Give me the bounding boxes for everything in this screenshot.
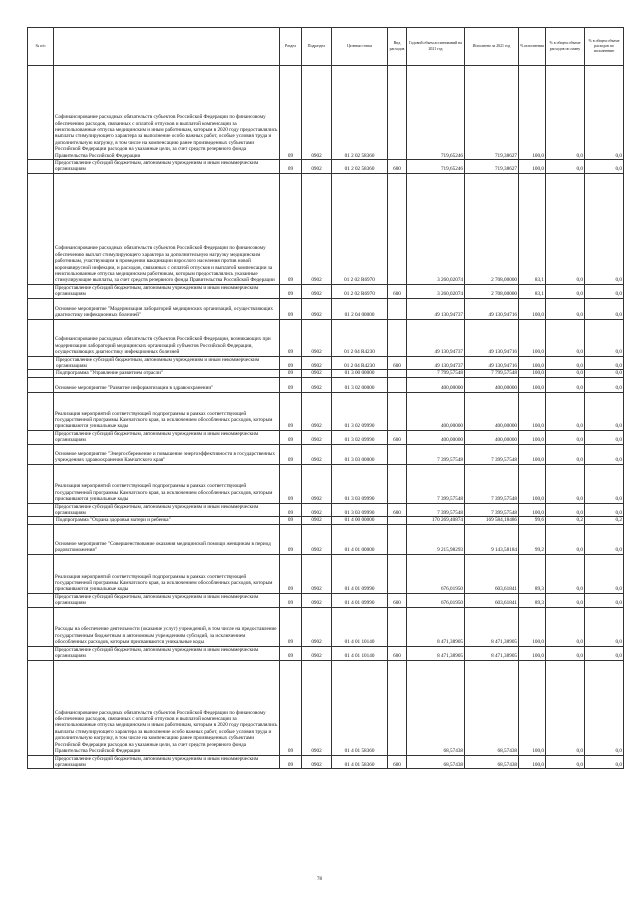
header-name [54,28,280,66]
header-razdel: Раздел [280,28,302,66]
cell-exec: 9 143,58184 [465,524,519,554]
cell-plan: 68,57438 [407,660,465,755]
cell-podrazdel: 0902 [302,464,332,503]
cell-share-exec: 0,0 [585,524,624,554]
cell-plan: 7 399,57548 [407,464,465,503]
cell-vr: 600 [388,356,407,370]
cell-vr [388,554,407,593]
cell-podrazdel: 0902 [302,356,332,370]
cell-share-plan: 0,0 [546,319,585,356]
cell-razdel: 09 [280,444,302,464]
table-row [28,517,624,524]
cell-csr: 01 2 04 R4230 [332,356,388,370]
cell-csr: 01 4 01 09990 [332,593,388,607]
cell-name: Предоставление субсидий бюджетным, автономным учреждениям и иным некоммерческим организациям [54,593,280,607]
cell-podrazdel: 0902 [302,593,332,607]
cell-vr: 600 [388,503,407,517]
table-row [28,646,624,660]
cell-share-plan: 0,0 [546,356,585,370]
cell-podrazdel: 0902 [302,173,332,284]
cell-share-plan: 0,2 [546,517,585,524]
cell-num [28,298,54,319]
cell-csr: 01 3 02 09990 [332,430,388,444]
cell-razdel: 09 [280,377,302,392]
cell-name: Основное мероприятие "Энергосбережение и повышение энергоэффективности в государственных учреждениях здравоохранения Камчатского края" [54,444,280,464]
cell-razdel: 09 [280,517,302,524]
cell-exec: 2 708,00000 [465,284,519,298]
cell-podrazdel: 0902 [302,319,332,356]
table-row [28,356,624,370]
cell-plan: 9 215,98293 [407,524,465,554]
table-row [28,430,624,444]
cell-exec: 7 399,57548 [465,464,519,503]
cell-plan: 3 260,02074 [407,173,465,284]
cell-exec: 7 399,57548 [465,503,519,517]
cell-razdel: 09 [280,356,302,370]
cell-vr: 600 [388,430,407,444]
cell-vr: 600 [388,160,407,174]
cell-pct: 99,2 [519,524,546,554]
cell-csr: 01 4 01 09990 [332,554,388,593]
cell-share-plan: 0,0 [546,284,585,298]
cell-num [28,66,54,160]
cell-num [28,430,54,444]
cell-share-exec: 0,0 [585,160,624,174]
cell-share-plan: 0,0 [546,593,585,607]
cell-razdel: 09 [280,755,302,769]
cell-name: Предоставление субсидий бюджетным, автономным учреждениям и иным некоммерческим организациям [54,503,280,517]
cell-plan: 400,00000 [407,377,465,392]
cell-num [28,160,54,174]
cell-share-plan: 0,0 [546,173,585,284]
header-plan: Годовой объем ассигнований на 2021 год [407,28,465,66]
cell-podrazdel: 0902 [302,517,332,524]
cell-share-plan: 0,0 [546,464,585,503]
cell-vr [388,392,407,430]
cell-vr [388,319,407,356]
cell-podrazdel: 0902 [302,392,332,430]
cell-razdel: 09 [280,503,302,517]
cell-share-plan: 0,0 [546,554,585,593]
cell-name: Софинансирование расходных обязательств субъектов Российской Федерации, возникающих при модернизации лабораторий медицинских организаций субъектов Российской Федерации, осуществляющих диагностику инфекционных болезней [54,319,280,356]
header-csr: Целевая статья [332,28,388,66]
cell-name: Подпрограмма "Управление развитием отрасли" [54,370,280,377]
cell-vr [388,464,407,503]
table-row [28,392,624,430]
cell-razdel: 09 [280,370,302,377]
cell-pct: 100,0 [519,356,546,370]
cell-podrazdel: 0902 [302,646,332,660]
cell-num [28,284,54,298]
cell-share-plan: 0,0 [546,660,585,755]
cell-csr: 01 2 02 R6970 [332,284,388,298]
cell-podrazdel: 0902 [302,660,332,755]
cell-exec: 49 130,94716 [465,298,519,319]
cell-vr [388,370,407,377]
cell-pct: 100,0 [519,298,546,319]
cell-exec: 400,00000 [465,392,519,430]
cell-name: Реализация мероприятий соответствующей подпрограммы в рамках соответствующей государственной программы Камчатского края, за исключением обособленных расходов, которым присваиваются уникальные коды [54,554,280,593]
cell-vr: 600 [388,646,407,660]
cell-name: Реализация мероприятий соответствующей подпрограммы в рамках соответствующей государственной программы Камчатского края, за исключением обособленных расходов, которым присваиваются уникальные коды [54,464,280,503]
table-row [28,444,624,464]
cell-csr: 01 2 02 58360 [332,66,388,160]
cell-vr [388,444,407,464]
cell-name: Предоставление субсидий бюджетным, автономным учреждениям и иным некоммерческим организациям [54,284,280,298]
cell-share-exec: 0,0 [585,464,624,503]
cell-pct: 100,0 [519,392,546,430]
cell-share-exec: 0,0 [585,298,624,319]
header-podrazdel: Подраздел [302,28,332,66]
header-num: № п/п [28,28,54,66]
cell-share-exec: 0,2 [585,517,624,524]
cell-num [28,356,54,370]
cell-num [28,524,54,554]
cell-csr: 01 2 04 R4230 [332,319,388,356]
cell-vr: 600 [388,593,407,607]
cell-num [28,173,54,284]
cell-pct: 99,6 [519,517,546,524]
cell-name: Основное мероприятие "Совершенствование оказания медицинской помощи женщинам в период родовспоможения" [54,524,280,554]
table-row [28,524,624,554]
cell-share-plan: 0,0 [546,66,585,160]
cell-vr: 600 [388,284,407,298]
cell-share-plan: 0,0 [546,755,585,769]
table-row [28,554,624,593]
cell-plan: 49 130,94737 [407,356,465,370]
header-pct: % исполнения [519,28,546,66]
cell-share-plan: 0,0 [546,524,585,554]
budget-table [27,27,624,769]
cell-vr [388,173,407,284]
cell-share-plan: 0,0 [546,377,585,392]
cell-num [28,554,54,593]
budget-sheet [27,27,623,769]
cell-csr: 01 3 00 00000 [332,370,388,377]
table-row [28,319,624,356]
cell-csr: 01 2 04 00000 [332,298,388,319]
cell-podrazdel: 0902 [302,524,332,554]
table-row [28,173,624,284]
cell-share-exec: 0,0 [585,370,624,377]
cell-csr: 01 4 01 00000 [332,524,388,554]
cell-num [28,646,54,660]
cell-vr [388,377,407,392]
cell-razdel: 09 [280,66,302,160]
cell-csr: 01 4 01 58360 [332,755,388,769]
cell-csr: 01 4 01 10140 [332,607,388,646]
cell-share-plan: 0,0 [546,298,585,319]
cell-num [28,755,54,769]
cell-pct: 100,0 [519,66,546,160]
cell-share-exec: 0,0 [585,356,624,370]
cell-plan: 719,65246 [407,160,465,174]
cell-razdel: 09 [280,298,302,319]
cell-name: Предоставление субсидий бюджетным, автономным учреждениям и иным некоммерческим организациям [54,430,280,444]
cell-csr: 01 4 01 10140 [332,646,388,660]
cell-plan: 719,65246 [407,66,465,160]
cell-razdel: 09 [280,607,302,646]
cell-pct: 100,0 [519,377,546,392]
cell-share-exec: 0,0 [585,173,624,284]
cell-vr [388,607,407,646]
table-row [28,755,624,769]
cell-share-exec: 0,0 [585,755,624,769]
cell-share-exec: 0,0 [585,377,624,392]
cell-podrazdel: 0902 [302,160,332,174]
cell-csr: 01 3 03 00000 [332,444,388,464]
cell-plan: 170 269,40874 [407,517,465,524]
cell-num [28,370,54,377]
cell-podrazdel: 0902 [302,370,332,377]
cell-podrazdel: 0902 [302,66,332,160]
cell-razdel: 09 [280,284,302,298]
cell-plan: 676,01950 [407,593,465,607]
cell-pct: 100,0 [519,430,546,444]
cell-share-exec: 0,0 [585,66,624,160]
cell-pct: 83,1 [519,173,546,284]
cell-exec: 49 130,94716 [465,319,519,356]
cell-razdel: 09 [280,646,302,660]
header-share-plan: % в общем объеме расходов по плану [546,28,585,66]
cell-exec: 603,61841 [465,593,519,607]
cell-exec: 8 471,38905 [465,607,519,646]
table-row [28,160,624,174]
cell-plan: 7 399,57548 [407,444,465,464]
cell-exec: 400,00000 [465,430,519,444]
cell-razdel: 09 [280,160,302,174]
cell-vr [388,66,407,160]
cell-num [28,464,54,503]
cell-plan: 49 130,94737 [407,319,465,356]
cell-name: Реализация мероприятий соответствующей подпрограммы в рамках соответствующей государственной программы Камчатского края, за исключением обособленных расходов, которым присваиваются уникальные коды [54,392,280,430]
cell-csr: 01 3 03 09990 [332,464,388,503]
cell-csr: 01 3 02 00000 [332,377,388,392]
cell-razdel: 09 [280,392,302,430]
cell-plan: 3 260,02074 [407,284,465,298]
cell-exec: 49 130,94716 [465,356,519,370]
cell-razdel: 09 [280,554,302,593]
header-share-exec: % в общем объеме расходов по исполнению [585,28,624,66]
cell-num [28,503,54,517]
table-row [28,377,624,392]
cell-share-plan: 0,0 [546,646,585,660]
table-header-row [28,28,624,66]
cell-name: Основное мероприятие "Модернизация лабораторий медицинских организаций, осуществляющих диагностику инфекционных болезней" [54,298,280,319]
cell-pct: 100,0 [519,660,546,755]
cell-num [28,377,54,392]
cell-share-exec: 0,0 [585,646,624,660]
cell-plan: 400,00000 [407,392,465,430]
cell-exec: 68,57438 [465,660,519,755]
cell-razdel: 09 [280,173,302,284]
page-number: 78 [317,877,322,882]
cell-share-exec: 0,0 [585,660,624,755]
cell-csr: 01 2 02 58360 [332,160,388,174]
cell-razdel: 09 [280,430,302,444]
cell-plan: 7 799,57548 [407,370,465,377]
cell-csr: 01 4 01 58360 [332,660,388,755]
table-row [28,464,624,503]
cell-podrazdel: 0902 [302,554,332,593]
cell-pct: 100,0 [519,370,546,377]
cell-podrazdel: 0902 [302,298,332,319]
cell-exec: 719,38627 [465,66,519,160]
table-row [28,503,624,517]
cell-pct: 100,0 [519,160,546,174]
cell-name: Софинансирование расходных обязательств субъектов Российской Федерации по финансовому обеспечению расходов, связанных с оплатой отпусков и выплатой компенсации за неиспользованные отпуска медицинским и иным работникам, которым в 2020 году предоставлялись выплаты стимулирующего характера за выполнение особо важных работ, особые условия труда и дополнительную нагрузку, в том числе на компенсацию ранее произведенных субъектами Российской Федерации расходов на указанные цели, за счет средств резервного фонда Правительства Российской Федерации [54,660,280,755]
cell-exec: 719,38627 [465,160,519,174]
table-row [28,284,624,298]
cell-razdel: 09 [280,593,302,607]
cell-podrazdel: 0902 [302,430,332,444]
cell-exec: 68,57438 [465,755,519,769]
cell-exec: 7 799,57548 [465,370,519,377]
cell-share-exec: 0,0 [585,554,624,593]
cell-pct: 100,0 [519,319,546,356]
cell-pct: 100,0 [519,755,546,769]
header-exec: Исполнено за 2021 год [465,28,519,66]
cell-podrazdel: 0902 [302,607,332,646]
cell-share-plan: 0,0 [546,370,585,377]
cell-share-plan: 0,0 [546,430,585,444]
cell-share-exec: 0,0 [585,392,624,430]
cell-pct: 89,3 [519,593,546,607]
table-row [28,370,624,377]
cell-exec: 7 399,57548 [465,444,519,464]
cell-num [28,660,54,755]
cell-podrazdel: 0902 [302,377,332,392]
cell-vr [388,517,407,524]
table-row [28,593,624,607]
cell-name: Софинансирование расходных обязательств субъектов Российской Федерации по финансовому обеспечению выплат стимулирующего характера за дополнительную нагрузку медицинским работникам, участвующим в проведении вакцинации взрослого населения против новой коронавирусной инфекции, и расходов, связанных с оплатой отпусков и выплатой компенсации за неиспользованные отпуска медицинским работникам, которым предоставлялись указанные стимулирующие выплаты, за счет средств резервного фонда Правительства Российской Федерации [54,173,280,284]
cell-share-exec: 0,0 [585,593,624,607]
cell-name: Предоставление субсидий бюджетным, автономным учреждениям и иным некоммерческим организациям [54,356,280,370]
cell-share-plan: 0,0 [546,392,585,430]
cell-csr: 01 4 00 00000 [332,517,388,524]
cell-name: Расходы на обеспечение деятельности (оказание услуг) учреждений, в том числе на предоставление государственным бюджетным и автономным учреждениям субсидий, за исключением обособленных расходов, которым присваиваются уникальные коды [54,607,280,646]
table-row [28,66,624,160]
cell-num [28,517,54,524]
cell-share-exec: 0,0 [585,284,624,298]
cell-pct: 100,0 [519,464,546,503]
cell-plan: 49 130,94737 [407,298,465,319]
cell-razdel: 09 [280,524,302,554]
cell-exec: 169 584,18486 [465,517,519,524]
cell-name: Основное мероприятие "Развитие информатизации в здравоохранении" [54,377,280,392]
cell-exec: 603,61841 [465,554,519,593]
cell-num [28,607,54,646]
cell-csr: 01 3 02 09990 [332,392,388,430]
cell-share-exec: 0,0 [585,430,624,444]
cell-share-exec: 0,0 [585,444,624,464]
header-vr: Вид расходов [388,28,407,66]
cell-razdel: 09 [280,660,302,755]
cell-pct: 100,0 [519,646,546,660]
cell-pct: 89,3 [519,554,546,593]
cell-plan: 8 471,38905 [407,607,465,646]
cell-num [28,444,54,464]
cell-share-plan: 0,0 [546,607,585,646]
cell-share-plan: 0,0 [546,160,585,174]
cell-razdel: 09 [280,319,302,356]
cell-vr [388,298,407,319]
cell-plan: 400,00000 [407,430,465,444]
cell-exec: 8 471,38905 [465,646,519,660]
cell-pct: 100,0 [519,503,546,517]
cell-podrazdel: 0902 [302,444,332,464]
cell-name: Софинансирование расходных обязательств субъектов Российской Федерации по финансовому обеспечению расходов, связанных с оплатой отпусков и выплатой компенсации за неиспользованные отпуска медицинским и иным работникам, которым в 2020 году предоставлялись выплаты стимулирующего характера за выполнение особо важных работ, особые условия труда и дополнительную нагрузку, в том числе на компенсацию ранее произведенных субъектами Российской Федерации расходов на указанные цели, за счет средств резервного фонда Правительства Российской Федерации [54,66,280,160]
cell-plan: 7 399,57548 [407,503,465,517]
cell-pct: 83,1 [519,284,546,298]
cell-vr [388,524,407,554]
cell-share-exec: 0,0 [585,319,624,356]
cell-num [28,392,54,430]
cell-podrazdel: 0902 [302,284,332,298]
cell-share-plan: 0,0 [546,444,585,464]
cell-name: Подпрограмма "Охрана здоровья матери и ребенка" [54,517,280,524]
cell-exec: 400,00000 [465,377,519,392]
cell-name: Предоставление субсидий бюджетным, автономным учреждениям и иным некоммерческим организациям [54,755,280,769]
table-row [28,660,624,755]
cell-vr [388,660,407,755]
cell-plan: 676,01950 [407,554,465,593]
cell-pct: 100,0 [519,607,546,646]
cell-podrazdel: 0902 [302,755,332,769]
cell-csr: 01 3 03 09990 [332,503,388,517]
table-row [28,607,624,646]
cell-plan: 68,57438 [407,755,465,769]
cell-name: Предоставление субсидий бюджетным, автономным учреждениям и иным некоммерческим организациям [54,160,280,174]
cell-plan: 8 471,38905 [407,646,465,660]
cell-pct: 100,0 [519,444,546,464]
cell-razdel: 09 [280,464,302,503]
cell-exec: 2 708,00000 [465,173,519,284]
cell-name: Предоставление субсидий бюджетным, автономным учреждениям и иным некоммерческим организациям [54,646,280,660]
cell-num [28,593,54,607]
cell-num [28,319,54,356]
table-row [28,298,624,319]
cell-podrazdel: 0902 [302,503,332,517]
cell-vr: 600 [388,755,407,769]
cell-share-exec: 0,0 [585,607,624,646]
cell-csr: 01 2 02 R6970 [332,173,388,284]
cell-share-exec: 0,0 [585,503,624,517]
cell-share-plan: 0,0 [546,503,585,517]
